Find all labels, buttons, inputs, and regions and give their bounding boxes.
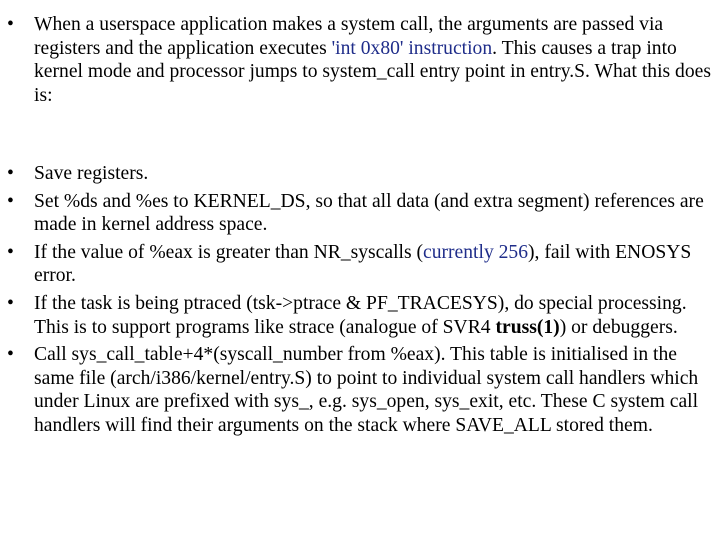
bullet-icon: •: [7, 292, 14, 314]
step-text: Save registers.: [34, 163, 149, 184]
step-text-part1: If the value of %eax is greater than NR_syscalls (: [34, 241, 424, 263]
bullet-icon: •: [7, 190, 14, 212]
intro-text-part1: When a userspace application makes a system call, the arguments are passed via registers and the application executes: [34, 14, 664, 59]
step-check-eax: [0, 241, 718, 288]
step-call-table: [0, 343, 718, 437]
steps-list: [0, 162, 718, 442]
truss-bold: truss(1): [495, 316, 560, 338]
int80-highlight: 'int 0x80' instruction: [331, 37, 493, 59]
intro-item: [0, 13, 718, 107]
bullet-icon: •: [7, 14, 14, 35]
step-text-part1: If the task is being ptraced (tsk->ptrace & PF_TRACESYS), do special processing. This is to support programs like strace (analogue of SVR4: [34, 292, 687, 338]
syscall-count-highlight: currently 256: [423, 241, 529, 263]
step-set-segments: [0, 190, 718, 237]
intro-list: [0, 13, 718, 111]
step-text: Set %ds and %es to KERNEL_DS, so that all data (and extra segment) references are made in kernel address space.: [34, 190, 704, 236]
bullet-icon: •: [7, 163, 14, 184]
step-text: Call sys_call_table+4*(syscall_number from %eax). This table is initialised in the same file (arch/i386/kernel/entry.S) to point to individual system call handlers which under Linux are prefixed with sys_, e.g. sys_open, sys_exit, etc. These C system call handlers will find their arguments on the stack where SAVE_ALL stored them.: [34, 344, 699, 436]
bullet-icon: •: [7, 241, 14, 263]
step-save-registers: [0, 162, 718, 186]
bullet-icon: •: [7, 344, 14, 366]
step-text-part2: ), fail with ENOSYS error.: [34, 241, 692, 287]
intro-text-part2: . This causes a trap into kernel mode and processor jumps to system_call entry point in entry.S. What this does is:: [34, 37, 711, 106]
step-ptrace: [0, 292, 718, 339]
step-text-part2: ) or debuggers.: [559, 316, 678, 338]
